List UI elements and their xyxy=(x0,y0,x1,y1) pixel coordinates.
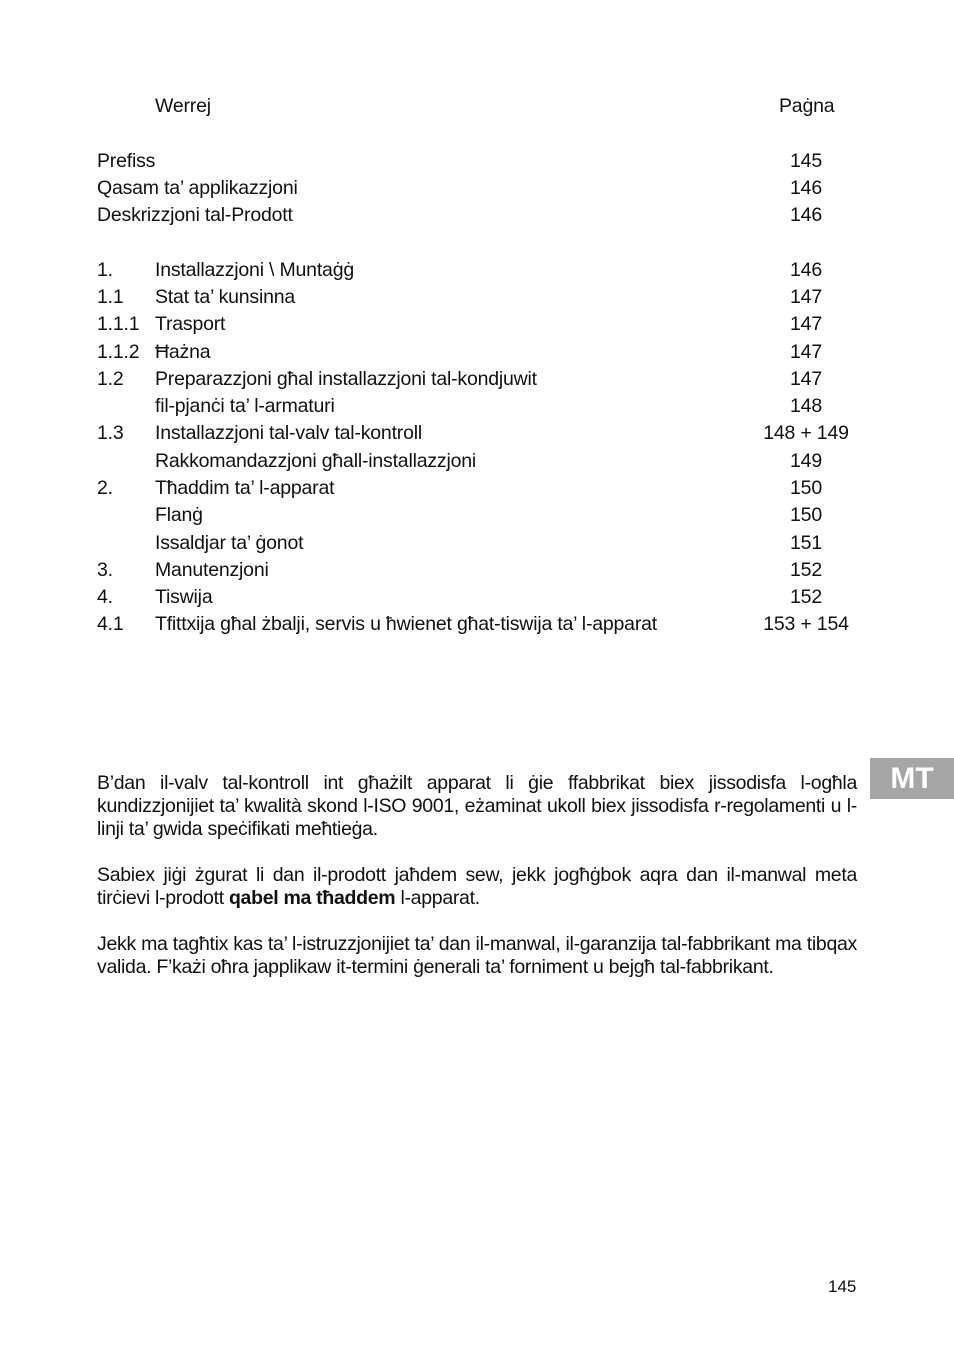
toc-title: Trasport xyxy=(155,313,226,335)
toc-page: 146 xyxy=(790,204,822,226)
toc-title: Ħażna xyxy=(155,341,211,363)
toc-header-left: Werrej xyxy=(155,95,211,117)
toc-title: Prefiss xyxy=(97,150,156,172)
toc-row xyxy=(0,366,954,393)
toc-page: 147 xyxy=(790,341,822,363)
toc-page: 147 xyxy=(790,286,822,308)
toc-number: 1.2 xyxy=(97,368,124,390)
toc-row xyxy=(0,475,954,502)
toc-row xyxy=(0,448,954,475)
toc-row xyxy=(0,420,954,447)
toc-page: 145 xyxy=(790,150,822,172)
toc-title: Preparazzjoni għal installazzjoni tal-kondjuwit xyxy=(155,368,537,390)
toc-row xyxy=(0,284,954,311)
preface-p2-text: Sabiex jiġi żgurat li dan il-prodott jaħdem sew, jekk jogħġbok aqra dan il-manwal meta tirċievi l-prodott xyxy=(97,864,857,909)
toc-page: 150 xyxy=(790,477,822,499)
toc-row xyxy=(0,175,954,202)
toc-row xyxy=(0,311,954,338)
preface-p2-text-end: l-apparat. xyxy=(395,887,480,909)
toc-page: 151 xyxy=(790,532,822,554)
toc-page: 146 xyxy=(790,259,822,281)
toc-title: Rakkomandazzjoni għall-installazzjoni xyxy=(155,450,477,472)
toc-page: 152 xyxy=(790,559,822,581)
toc-row xyxy=(0,148,954,175)
toc-title: Issaldjar ta’ ġonot xyxy=(155,532,304,554)
toc-title: Manutenzjoni xyxy=(155,559,269,581)
toc-page: 148 + 149 xyxy=(763,422,849,444)
toc-title: Qasam ta’ applikazzjoni xyxy=(97,177,298,199)
toc-number: 1.3 xyxy=(97,422,124,444)
language-tab: MT xyxy=(870,758,954,799)
toc-page: 149 xyxy=(790,450,822,472)
preface-paragraph-1: B’dan il-valv tal-kontroll int għażilt apparat li ġie ffabbrikat biex jissodisfa l-ogħla kundizzjonijiet ta’ kwalità skond l-ISO 9001, eżaminat ukoll biex jissodisfa r-regolamenti u l-linji ta’ gwida speċifikati meħtieġa. xyxy=(97,772,857,840)
toc-number: 4. xyxy=(97,586,113,608)
toc-title: Deskrizzjoni tal-Prodott xyxy=(97,204,293,226)
preface-paragraph-3: Jekk ma tagħtix kas ta’ l-istruzzjonijiet ta’ dan il-manwal, il-garanzija tal-fabbrikant ma tibqax valida. F’każi oħra japplikaw it-termini ġenerali ta’ forniment u bejgħ tal-fabbrikant. xyxy=(97,933,857,978)
toc-row xyxy=(0,257,954,284)
toc-row xyxy=(0,611,954,638)
toc-page: 147 xyxy=(790,368,822,390)
toc-number: 4.1 xyxy=(97,613,124,635)
toc-title: Installazzjoni tal-valv tal-kontroll xyxy=(155,422,422,444)
page-number: 145 xyxy=(828,1277,857,1296)
toc-number: 1.1.2 xyxy=(97,341,140,363)
toc-page: 148 xyxy=(790,395,822,417)
toc-row xyxy=(0,530,954,557)
toc-page: 147 xyxy=(790,313,822,335)
toc-title: Stat ta’ kunsinna xyxy=(155,286,296,308)
toc-number: 2. xyxy=(97,477,113,499)
toc-number: 1.1 xyxy=(97,286,124,308)
preface-p2-emphasis: qabel ma tħaddem xyxy=(228,887,396,909)
toc-row xyxy=(0,557,954,584)
toc-title: Tħaddim ta’ l-apparat xyxy=(155,477,335,499)
toc-row xyxy=(0,339,954,366)
toc-row xyxy=(0,584,954,611)
toc-title: Tiswija xyxy=(155,586,213,608)
toc-title: fil-pjanċi ta’ l-armaturi xyxy=(155,395,335,417)
toc-title: Flanġ xyxy=(155,504,203,526)
toc-page: 150 xyxy=(790,504,822,526)
toc-row xyxy=(0,502,954,529)
toc-row xyxy=(0,202,954,229)
toc-title: Tfittxija għal żbalji, servis u ħwienet għat-tiswija ta’ l-apparat xyxy=(155,613,657,635)
toc-page: 152 xyxy=(790,586,822,608)
toc-page: 146 xyxy=(790,177,822,199)
preface-paragraph-2 xyxy=(97,864,857,910)
toc-row xyxy=(0,393,954,420)
toc-title: Installazzjoni \ Muntaġġ xyxy=(155,259,354,281)
toc-header-right: Paġna xyxy=(779,95,835,117)
toc-number: 1. xyxy=(97,259,113,281)
toc-number: 3. xyxy=(97,559,113,581)
toc-number: 1.1.1 xyxy=(97,313,140,335)
toc-page: 153 + 154 xyxy=(763,613,849,635)
